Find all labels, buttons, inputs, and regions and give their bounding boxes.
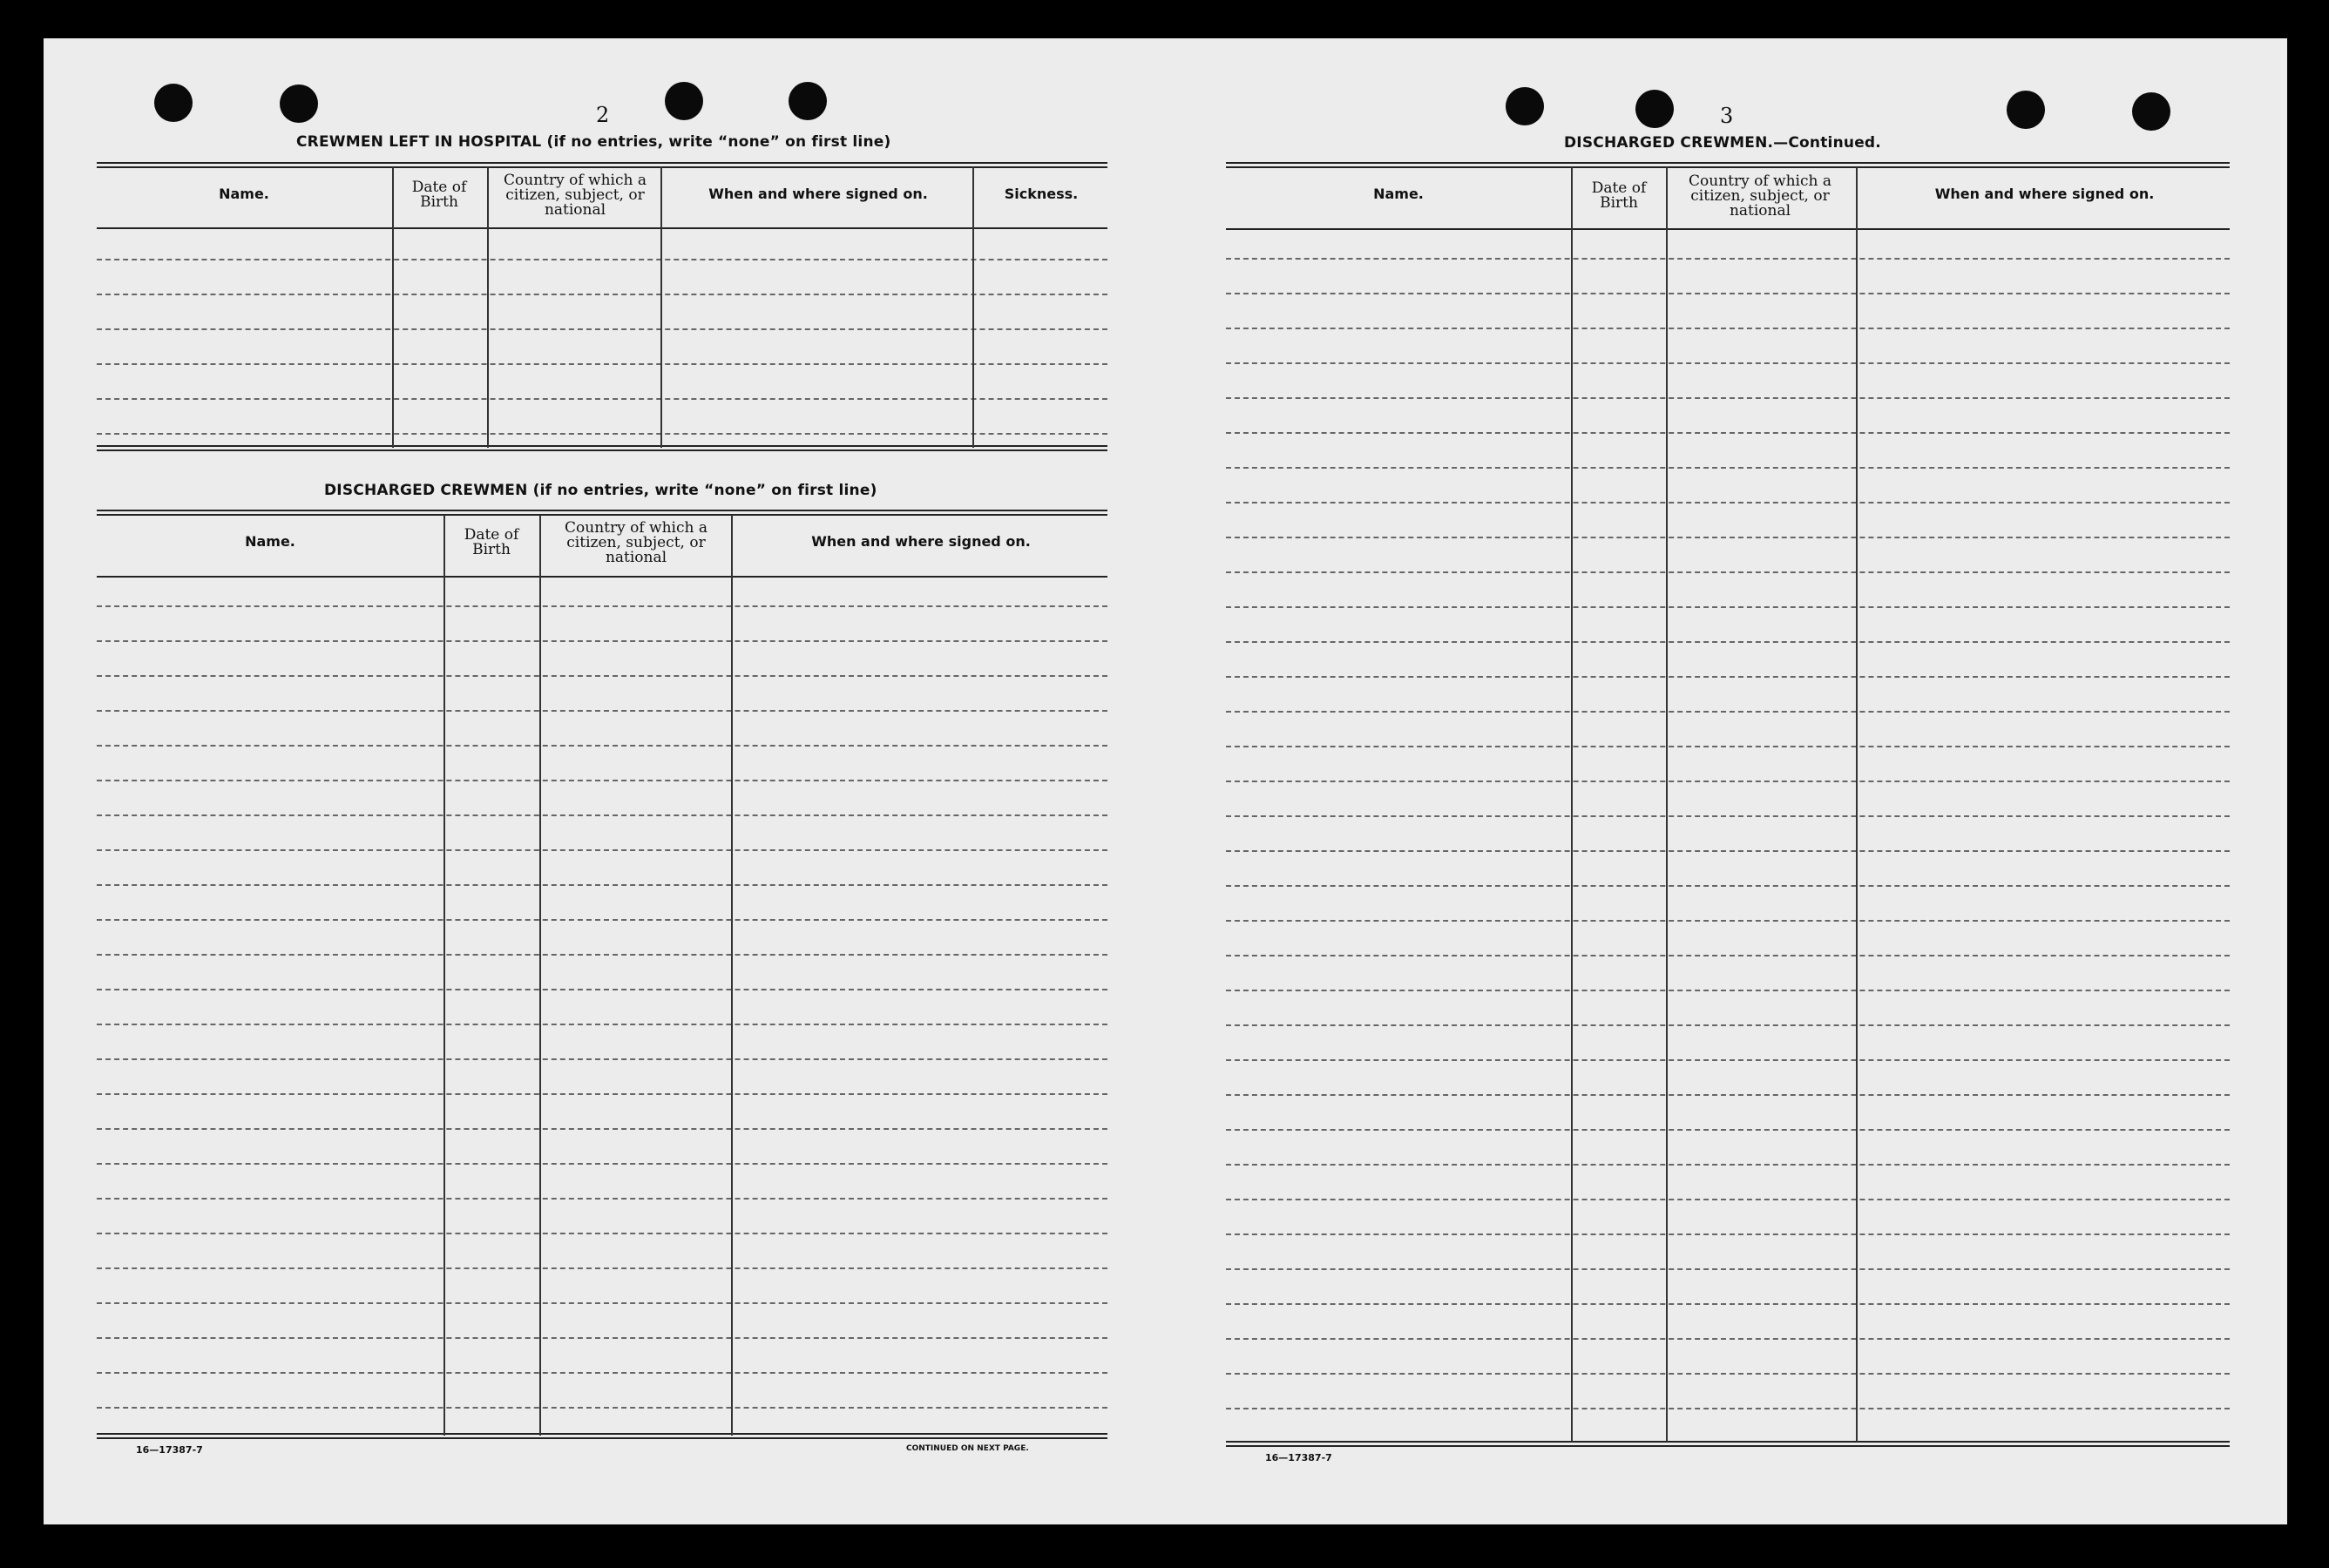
dotted-entry-line [97, 1128, 1107, 1130]
hospital-column-divider [392, 167, 394, 448]
dotted-entry-line [97, 1163, 1107, 1165]
dotted-entry-line [1226, 1199, 2230, 1200]
continued-column-divider [1856, 167, 1858, 1442]
dotted-entry-line [97, 780, 1107, 781]
dotted-entry-line [97, 1267, 1107, 1269]
hospital-header-dob: Date of Birth [411, 179, 467, 211]
dotted-entry-line [1226, 815, 2230, 817]
discharged-header-signed-on: When and where signed on. [811, 532, 1031, 550]
continued-note: CONTINUED ON NEXT PAGE. [906, 1444, 1029, 1453]
discharged-section-title: DISCHARGED CREWMEN (if no entries, write “none” on first line) [324, 482, 877, 499]
continued-header-country: Country of which a citizen, subject, or national [1689, 172, 1831, 220]
hospital-top-rule [97, 162, 1107, 168]
dotted-entry-line [97, 745, 1107, 747]
discharged-header-name: Name. [245, 532, 295, 550]
hospital-header-country: Country of which a citizen, subject, or national [504, 171, 647, 219]
dotted-entry-line [1226, 885, 2230, 887]
dotted-entry-line [97, 989, 1107, 990]
page-number-right: 3 [1720, 104, 1734, 128]
dotted-entry-line [1226, 1373, 2230, 1375]
page-number-left: 2 [596, 103, 610, 127]
dotted-entry-line [97, 433, 1107, 435]
dotted-entry-line [97, 1407, 1107, 1409]
hospital-header-sickness: Sickness. [1004, 185, 1079, 202]
punch-hole [665, 82, 703, 120]
continued-entry-rows [1226, 228, 2230, 1448]
dotted-entry-line [1226, 1164, 2230, 1166]
punch-hole [1635, 90, 1674, 128]
dotted-entry-line [97, 1233, 1107, 1234]
punch-hole [154, 84, 193, 122]
dotted-entry-line [97, 884, 1107, 886]
hospital-header-signed-on: When and where signed on. [708, 185, 928, 202]
continued-top-rule [1226, 162, 2230, 168]
continued-header-dob: Date of Birth [1591, 179, 1647, 212]
dotted-entry-line [1226, 467, 2230, 469]
dotted-entry-line [97, 1372, 1107, 1374]
discharged-header-country: Country of which a citizen, subject, or national [565, 518, 708, 566]
dotted-entry-line [1226, 1408, 2230, 1409]
dotted-entry-line [1226, 955, 2230, 956]
discharged-bottom-rule [97, 1433, 1107, 1439]
hospital-column-divider [487, 167, 489, 448]
dotted-entry-line [1226, 362, 2230, 364]
dotted-entry-line [97, 1337, 1107, 1339]
discharged-column-divider [539, 515, 541, 1436]
dotted-entry-line [1226, 1129, 2230, 1131]
discharged-entry-rows [97, 576, 1107, 1447]
dotted-entry-line [97, 1093, 1107, 1095]
dotted-entry-line [97, 605, 1107, 607]
dotted-entry-line [97, 814, 1107, 816]
dotted-entry-line [1226, 641, 2230, 643]
discharged-top-rule [97, 510, 1107, 516]
punch-hole [280, 84, 318, 123]
continued-column-divider [1666, 167, 1668, 1442]
dotted-entry-line [1226, 1233, 2230, 1235]
dotted-entry-line [97, 398, 1107, 400]
dotted-entry-line [1226, 258, 2230, 260]
dotted-entry-line [1226, 328, 2230, 329]
dotted-entry-line [1226, 606, 2230, 608]
dotted-entry-line [1226, 920, 2230, 922]
dotted-entry-line [1226, 1338, 2230, 1340]
dotted-entry-line [1226, 1024, 2230, 1026]
dotted-entry-line [97, 259, 1107, 260]
continued-header-name: Name. [1373, 185, 1424, 202]
dotted-entry-line [97, 675, 1107, 677]
dotted-entry-line [97, 919, 1107, 921]
form-sheet [44, 38, 2287, 1524]
dotted-entry-line [97, 640, 1107, 642]
dotted-entry-line [1226, 432, 2230, 434]
form-number-left: 16—17387-7 [136, 1444, 203, 1456]
discharged-header-dob: Date of Birth [464, 526, 519, 558]
dotted-entry-line [1226, 1268, 2230, 1270]
dotted-entry-line [97, 294, 1107, 295]
punch-hole [789, 82, 827, 120]
hospital-section-title: CREWMEN LEFT IN HOSPITAL (if no entries, write “none” on first line) [296, 133, 891, 151]
form-number-right: 16—17387-7 [1265, 1452, 1332, 1463]
dotted-entry-line [1226, 397, 2230, 399]
hospital-header-name: Name. [219, 185, 269, 202]
dotted-entry-line [97, 1198, 1107, 1200]
continued-column-divider [1571, 167, 1573, 1442]
discharged-column-divider [731, 515, 733, 1436]
dotted-entry-line [1226, 502, 2230, 504]
discharged-continued-title: DISCHARGED CREWMEN.—Continued. [1564, 134, 1881, 152]
dotted-entry-line [1226, 1094, 2230, 1096]
punch-hole [2132, 92, 2170, 131]
dotted-entry-line [97, 1058, 1107, 1060]
dotted-entry-line [1226, 850, 2230, 852]
hospital-column-divider [972, 167, 974, 448]
hospital-column-divider [660, 167, 662, 448]
hospital-bottom-rule [97, 445, 1107, 451]
dotted-entry-line [97, 1024, 1107, 1025]
continued-bottom-rule [1226, 1441, 2230, 1447]
dotted-entry-line [97, 849, 1107, 851]
dotted-entry-line [97, 1302, 1107, 1304]
dotted-entry-line [97, 363, 1107, 365]
dotted-entry-line [1226, 676, 2230, 678]
dotted-entry-line [1226, 293, 2230, 294]
punch-hole [2007, 91, 2045, 129]
dotted-entry-line [97, 328, 1107, 330]
punch-hole [1506, 87, 1544, 125]
dotted-entry-line [1226, 571, 2230, 573]
dotted-entry-line [97, 954, 1107, 956]
dotted-entry-line [1226, 537, 2230, 538]
dotted-entry-line [1226, 711, 2230, 713]
dotted-entry-line [1226, 990, 2230, 991]
dotted-entry-line [1226, 1059, 2230, 1061]
dotted-entry-line [1226, 1303, 2230, 1305]
discharged-column-divider [443, 515, 445, 1436]
dotted-entry-line [1226, 746, 2230, 747]
continued-header-signed-on: When and where signed on. [1934, 185, 2155, 202]
dotted-entry-line [97, 710, 1107, 712]
dotted-entry-line [1226, 781, 2230, 782]
